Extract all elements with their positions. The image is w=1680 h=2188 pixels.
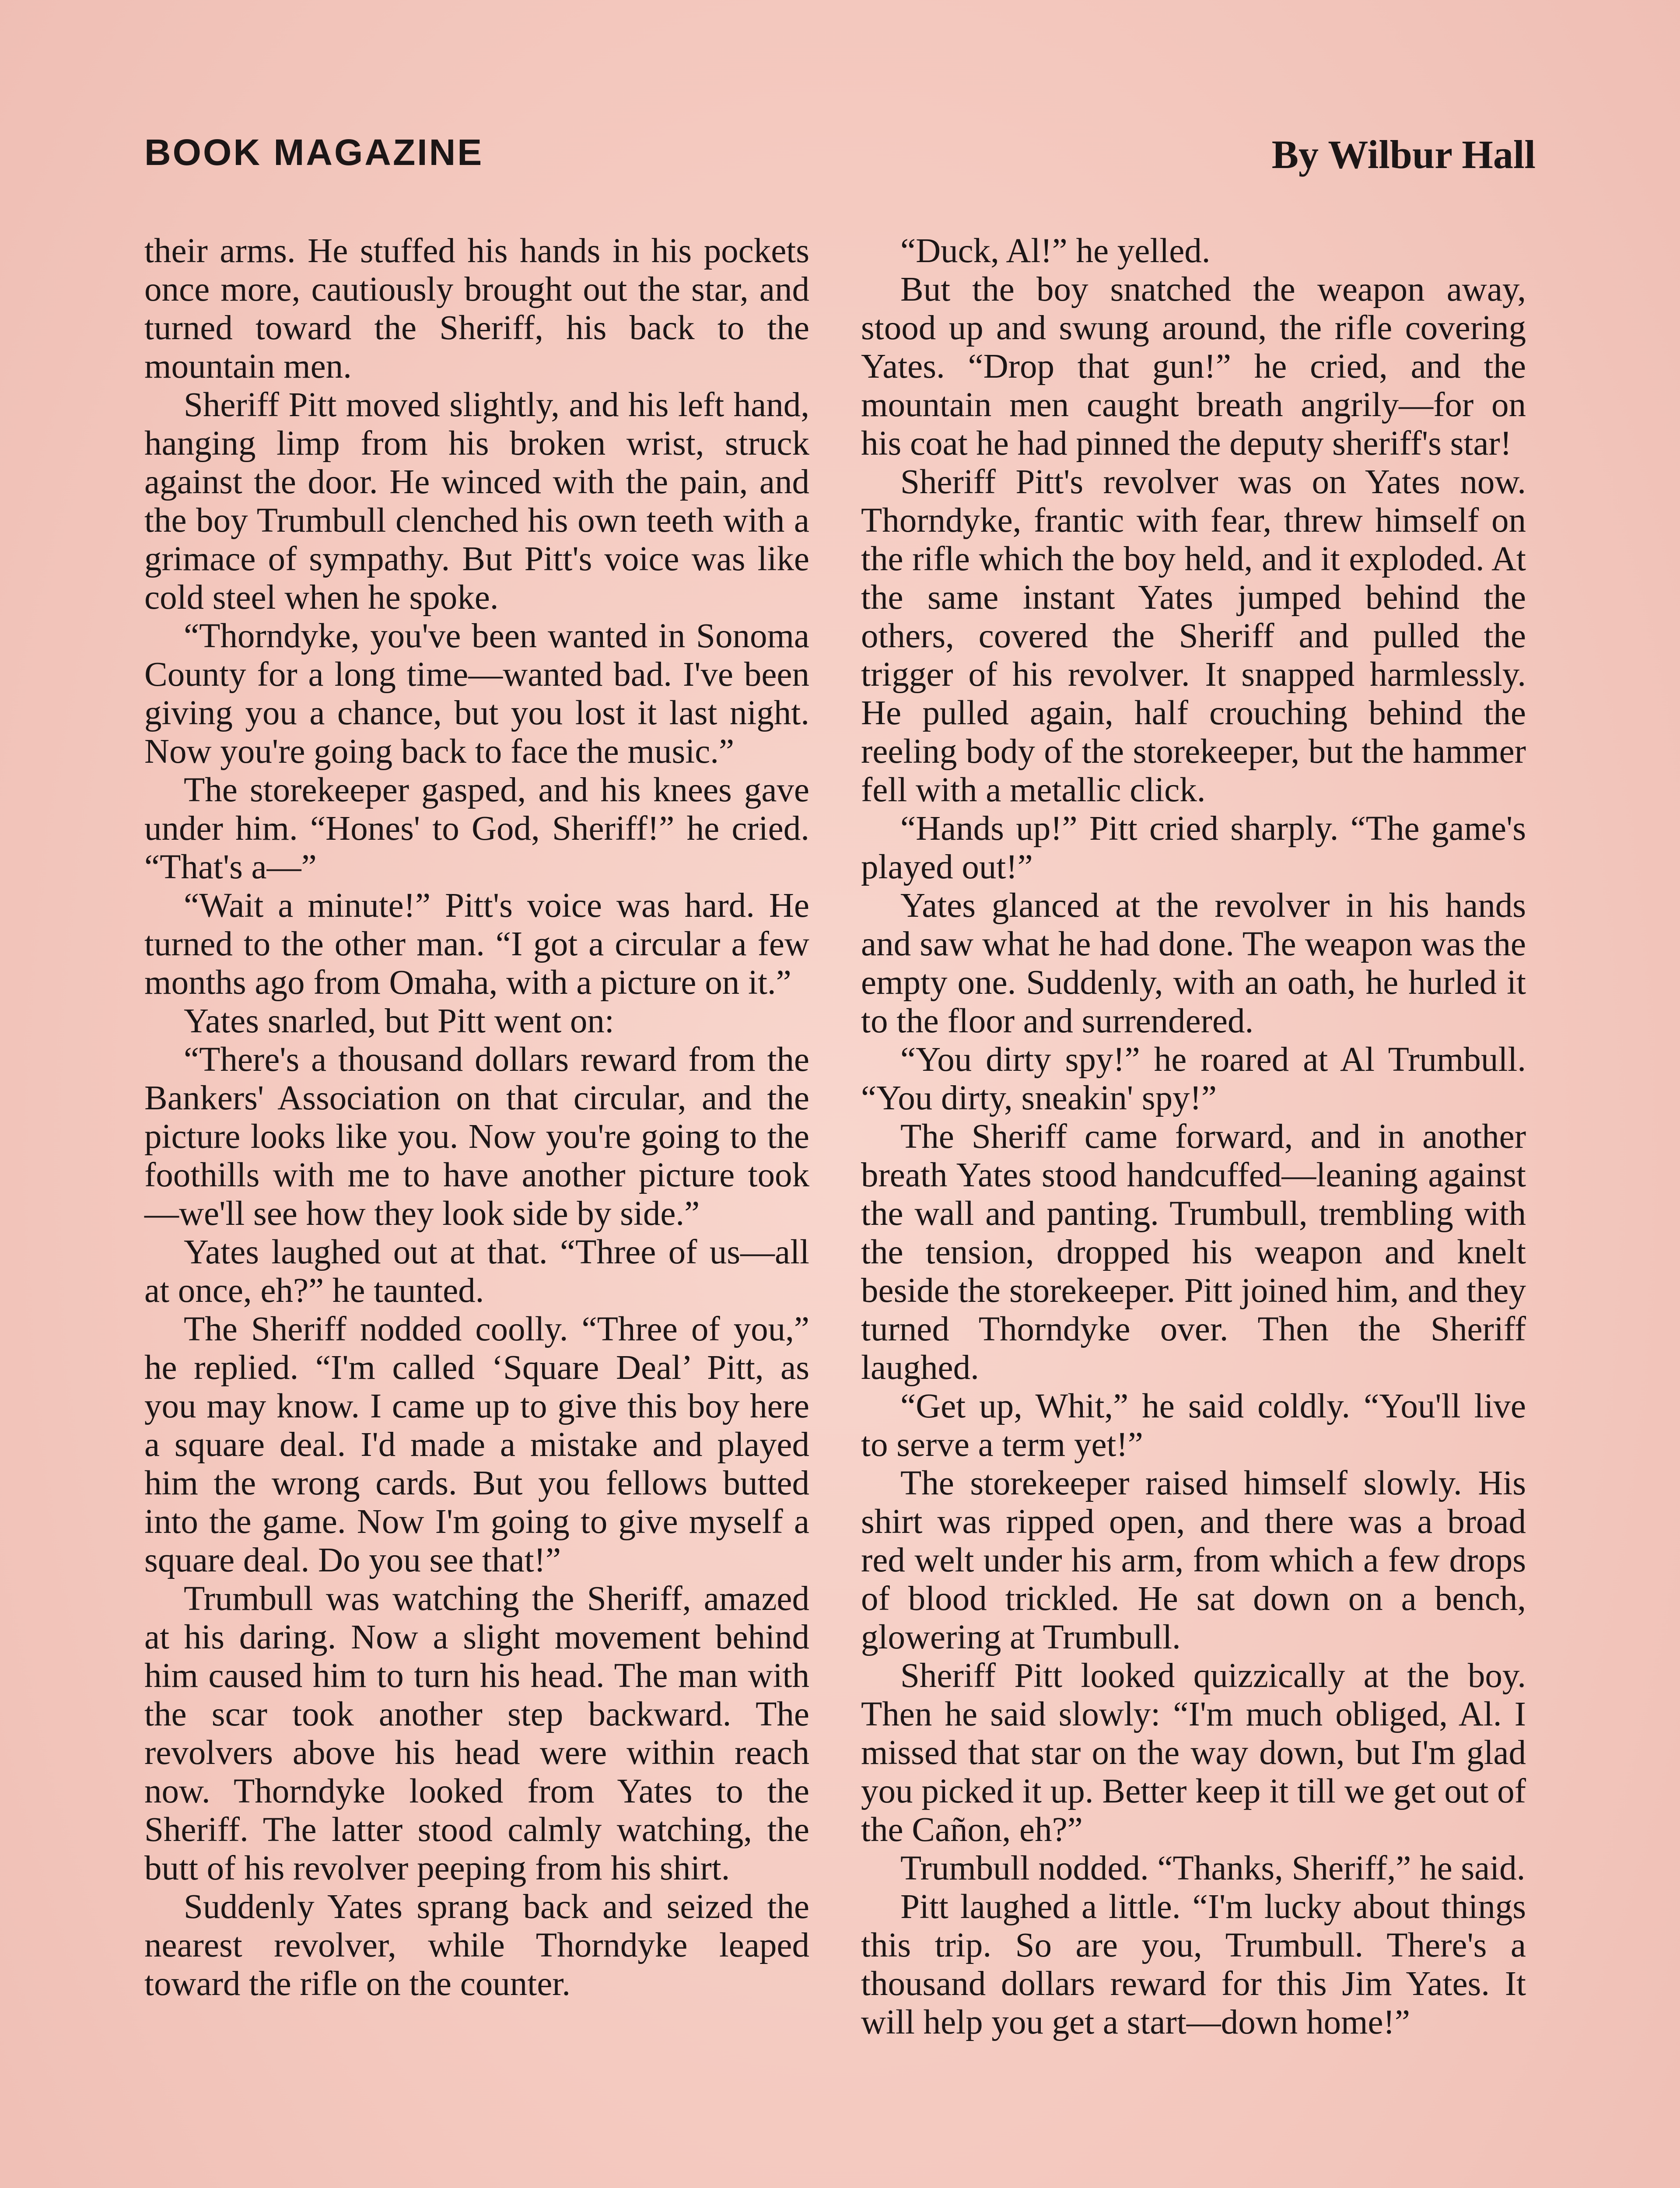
paragraph: “Get up, Whit,” he said coldly. “You'll live to serve a term yet!” xyxy=(861,1387,1526,1464)
paragraph: But the boy snatched the weapon away, stood up and swung around, the rifle covering Yates. “Drop that gun!” he cried, and the mountain men caught breath angrily—for on his coat he had pinned the deputy sheriff's star! xyxy=(861,270,1526,463)
paragraph: “Duck, Al!” he yelled. xyxy=(900,232,1211,270)
paragraph: Yates snarled, but Pitt went on: xyxy=(184,1002,614,1040)
paragraph: Pitt laughed a little. “I'm lucky about things this trip. So are you, Trumbull. There's a thousand dollars reward for this Jim Yates. It will help you get a start—down home!” xyxy=(861,1888,1526,2041)
paragraph: Trumbull was watching the Sheriff, amazed at his daring. Now a slight movement behind him caused him to turn his head. The man with the scar took another step backward. The revolvers above his head were within reach now. Thorndyke looked from Yates to the Sheriff. The latter stood calmly watching, the butt of his revolver peeping from his shirt. xyxy=(144,1580,809,1887)
author-byline: By Wilbur Hall xyxy=(1271,132,1536,177)
paragraph: “Wait a minute!” Pitt's voice was hard. He turned to the other man. “I got a circular a few months ago from Omaha, with a picture on it.” xyxy=(144,887,809,1002)
paragraph: The storekeeper gasped, and his knees gave under him. “Hones' to God, Sheriff!” he cried. “That's a—” xyxy=(144,771,809,886)
left-text-column xyxy=(144,232,809,2003)
paragraph: Sheriff Pitt looked quizzically at the boy. Then he said slowly: “I'm much obliged, Al. I missed that star on the way down, but I'm glad you picked it up. Better keep it till we get out of the Cañon, eh?” xyxy=(861,1657,1526,1849)
paragraph: “There's a thousand dollars reward from the Bankers' Association on that circular, and the picture looks like you. Now you're going to the foothills with me to have another picture took—we'll see how they look side by side.” xyxy=(144,1041,809,1233)
magazine-title: BOOK MAGAZINE xyxy=(144,132,484,173)
paragraph: Yates glanced at the revolver in his hands and saw what he had done. The weapon was the empty one. Suddenly, with an oath, he hurled it to the floor and surrendered. xyxy=(861,887,1526,1040)
paragraph: “Thorndyke, you've been wanted in Sonoma County for a long time—wanted bad. I've been giving you a chance, but you lost it last night. Now you're going back to face the music.” xyxy=(144,617,809,771)
running-header xyxy=(144,131,1536,184)
paragraph: The storekeeper raised himself slowly. His shirt was ripped open, and there was a broad red welt under his arm, from which a few drops of blood trickled. He sat down on a bench, glowering at Trumbull. xyxy=(861,1464,1526,1656)
paragraph: Suddenly Yates sprang back and seized the nearest revolver, while Thorndyke leaped toward the rifle on the counter. xyxy=(144,1888,809,2003)
paragraph: The Sheriff nodded coolly. “Three of you,” he replied. “I'm called ‘Square Deal’ Pitt, as you may know. I came up to give this boy here a square deal. I'd made a mistake and played him the wrong cards. But you fellows butted into the game. Now I'm going to give myself a square deal. Do you see that!” xyxy=(144,1310,809,1579)
paragraph: Sheriff Pitt moved slightly, and his left hand, hanging limp from his broken wrist, struck against the door. He winced with the pain, and the boy Trumbull clenched his own teeth with a grimace of sympathy. But Pitt's voice was like cold steel when he spoke. xyxy=(144,386,809,617)
paragraph: their arms. He stuffed his hands in his pockets once more, cautiously brought out the star, and turned toward the Sheriff, his back to the mountain men. xyxy=(144,232,809,386)
paragraph: The Sheriff came forward, and in another breath Yates stood handcuffed—leaning against the wall and panting. Trumbull, trembling with the tension, dropped his weapon and knelt beside the storekeeper. Pitt joined him, and they turned Thorndyke over. Then the Sheriff laughed. xyxy=(861,1118,1526,1387)
paragraph: Sheriff Pitt's revolver was on Yates now. Thorndyke, frantic with fear, threw himself on the rifle which the boy held, and it exploded. At the same instant Yates jumped behind the others, covered the Sheriff and pulled the trigger of his revolver. It snapped harmlessly. He pulled again, half crouching behind the reeling body of the storekeeper, but the hammer fell with a metallic click. xyxy=(861,463,1526,809)
paragraph: Trumbull nodded. “Thanks, Sheriff,” he said. xyxy=(900,1849,1526,1887)
paragraph: Yates laughed out at that. “Three of us—all at once, eh?” he taunted. xyxy=(144,1233,809,1310)
right-text-column xyxy=(861,232,1526,2042)
paragraph: “Hands up!” Pitt cried sharply. “The game's played out!” xyxy=(861,810,1526,886)
paragraph: “You dirty spy!” he roared at Al Trumbull. “You dirty, sneakin' spy!” xyxy=(861,1041,1526,1117)
